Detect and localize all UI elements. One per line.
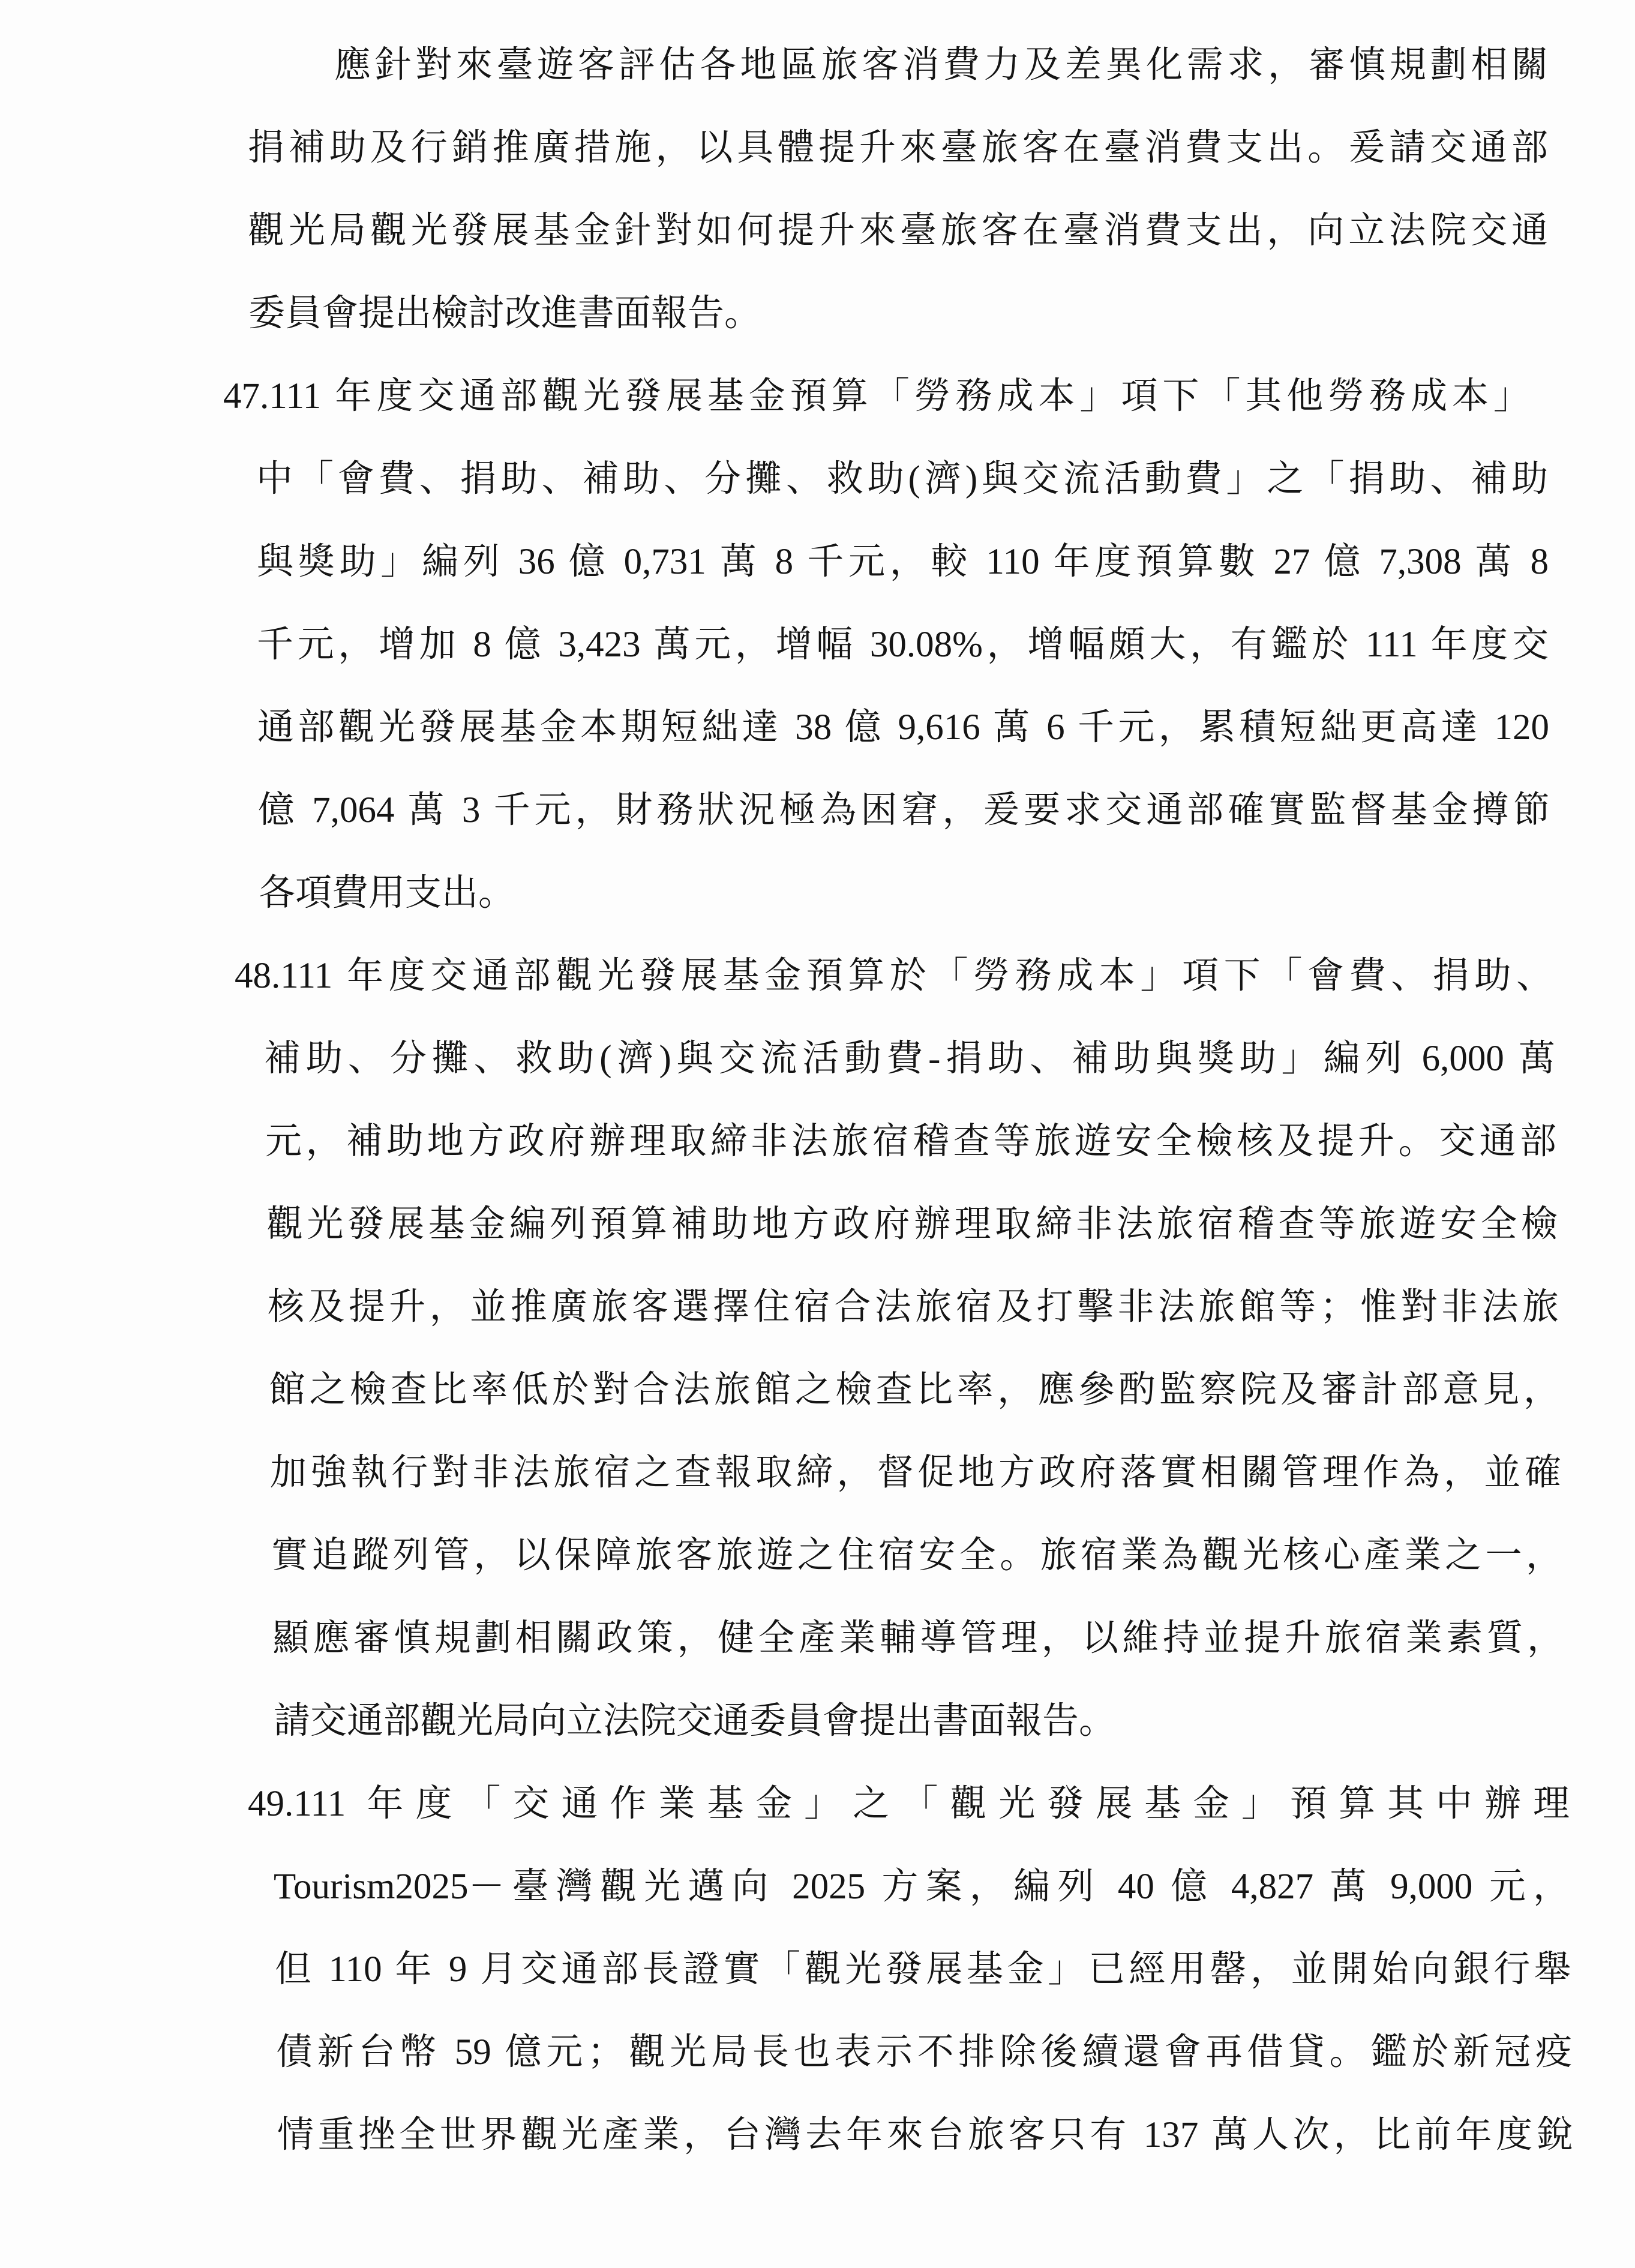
item-line: 但 110 年 9 月交通部長證實「觀光發展基金」已經用罄，並開始向銀行舉 <box>275 1949 1571 1990</box>
item-line: 元，補助地方政府辦理取締非法旅宿稽查等旅遊安全檢核及提升。交通部 <box>265 1121 1556 1162</box>
item-text: 111 年度「交通作業基金」之「觀光發展基金」預算其中辦理 <box>293 1784 1570 1824</box>
item-number: 49. <box>248 1784 294 1824</box>
item-line: 各項費用支出。 <box>259 873 515 913</box>
item-line: Tourism2025－臺灣觀光邁向 2025 方案，編列 40 億 4,827 萬 9,000 元， <box>274 1867 1570 1907</box>
item-line: 億 7,064 萬 3 千元，財務狀況極為困窘，爰要求交通部確實監督基金撙節 <box>258 790 1550 830</box>
item-text: 111 年度交通部觀光發展基金預算「勞務成本」項下「其他勞務成本」 <box>269 376 1530 416</box>
item-text: 111 年度交通部觀光發展基金預算於「勞務成本」項下「會費、捐助、 <box>280 956 1553 996</box>
item-line: 顯應審慎規劃相關政策，健全產業輔導管理，以維持並提升旅宿業素質， <box>272 1618 1564 1658</box>
item-first-line <box>223 369 1530 424</box>
item-line: 千元，增加 8 億 3,423 萬元，增幅 30.08%，增幅頗大，有鑑於 111 年度交 <box>257 625 1549 665</box>
item-line: 通部觀光發展基金本期短絀達 38 億 9,616 萬 6 千元，累積短絀更高達 120 <box>257 707 1549 748</box>
item-first-line <box>235 949 1553 1004</box>
item-line: 館之檢查比率低於對合法旅館之檢查比率，應參酌監察院及審計部意見， <box>269 1370 1560 1410</box>
intro-line: 觀光局觀光發展基金針對如何提升來臺旅客在臺消費支出，向立法院交通 <box>248 211 1548 251</box>
item-line: 債新台幣 59 億元；觀光局長也表示不排除後續還會再借貸。鑑於新冠疫 <box>276 2032 1572 2072</box>
intro-line: 委員會提出檢討改進書面報告。 <box>248 293 761 334</box>
item-line: 請交通部觀光局向立法院交通委員會提出書面報告。 <box>274 1701 1116 1741</box>
intro-line: 應針對來臺遊客評估各地區旅客消費力及差異化需求，審慎規劃相關 <box>334 45 1548 85</box>
item-line: 核及提升，並推廣旅客選擇住宿合法旅宿及打擊非法旅館等；惟對非法旅 <box>268 1287 1559 1327</box>
item-number: 48. <box>235 956 281 996</box>
intro-line: 捐補助及行銷推廣措施，以具體提升來臺旅客在臺消費支出。爰請交通部 <box>248 128 1548 168</box>
item-line: 與獎助」編列 36 億 0,731 萬 8 千元，較 110 年度預算數 27 億 7,308 萬 8 <box>257 542 1549 582</box>
item-line: 情重挫全世界觀光產業，台灣去年來台旅客只有 137 萬人次，比前年度銳 <box>277 2115 1573 2155</box>
item-line: 補助、分攤、救助(濟)與交流活動費-捐助、補助與獎助」編列 6,000 萬 <box>264 1039 1555 1079</box>
item-line: 加強執行對非法旅宿之查報取締，督促地方政府落實相關管理作為，並確 <box>270 1453 1561 1493</box>
item-line: 觀光發展基金編列預算補助地方政府辦理取締非法旅宿稽查等旅遊安全檢 <box>266 1204 1558 1244</box>
item-first-line <box>248 1777 1570 1832</box>
item-line: 中「會費、捐助、補助、分攤、救助(濟)與交流活動費」之「捐助、補助 <box>256 459 1548 499</box>
item-line: 實追蹤列管，以保障旅客旅遊之住宿安全。旅宿業為觀光核心產業之一， <box>271 1535 1562 1576</box>
item-number: 47. <box>223 376 269 416</box>
